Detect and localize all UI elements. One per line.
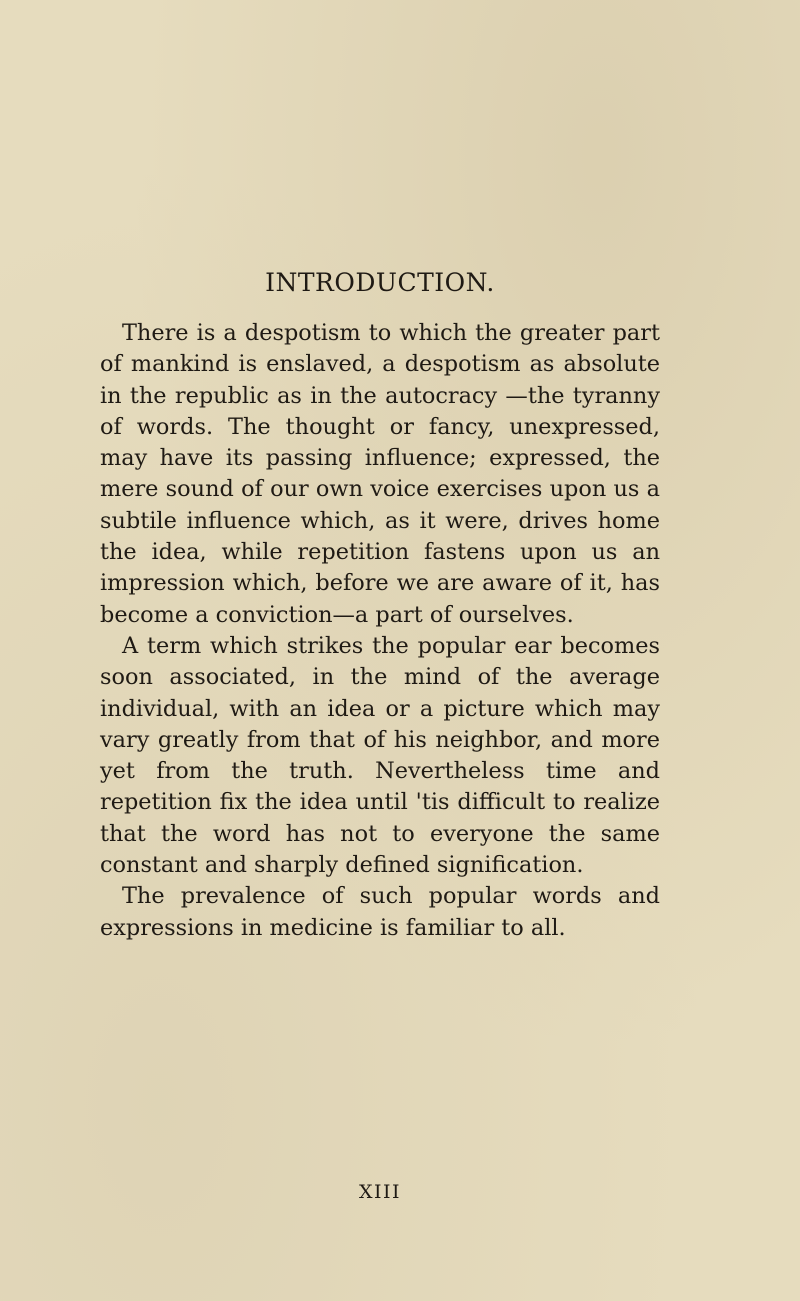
paragraph-2: A term which strikes the popular ear becomes soon associated, in the mind of the average individual, with an idea or a picture which may vary greatly from that of his neighbor, and more yet from the truth. Nevertheless time and repetition fix the idea until 'tis difficult to realize that the word has not to everyone the same constant and sharply defined signification.: [100, 632, 660, 879]
chapter-heading: INTRODUCTION.: [265, 268, 495, 297]
paragraph-1: There is a despotism to which the greater part of mankind is enslaved, a despotism as absolute in the republic as in the autocracy —the tyranny of words. The thought or fancy, unexpressed, may have its passing influence; expressed, the mere sound of our own voice exercises upon us a subtile influence which, as it were, drives home the idea, while repetition fastens upon us an impression which, before we are aware of it, has become a conviction—a part of ourselves.: [100, 320, 660, 628]
paragraph-3: The prevalence of such popular words and expressions in medicine is familiar to all.: [100, 883, 660, 941]
body-text: [100, 318, 660, 944]
page-number: XIII: [358, 1181, 402, 1203]
